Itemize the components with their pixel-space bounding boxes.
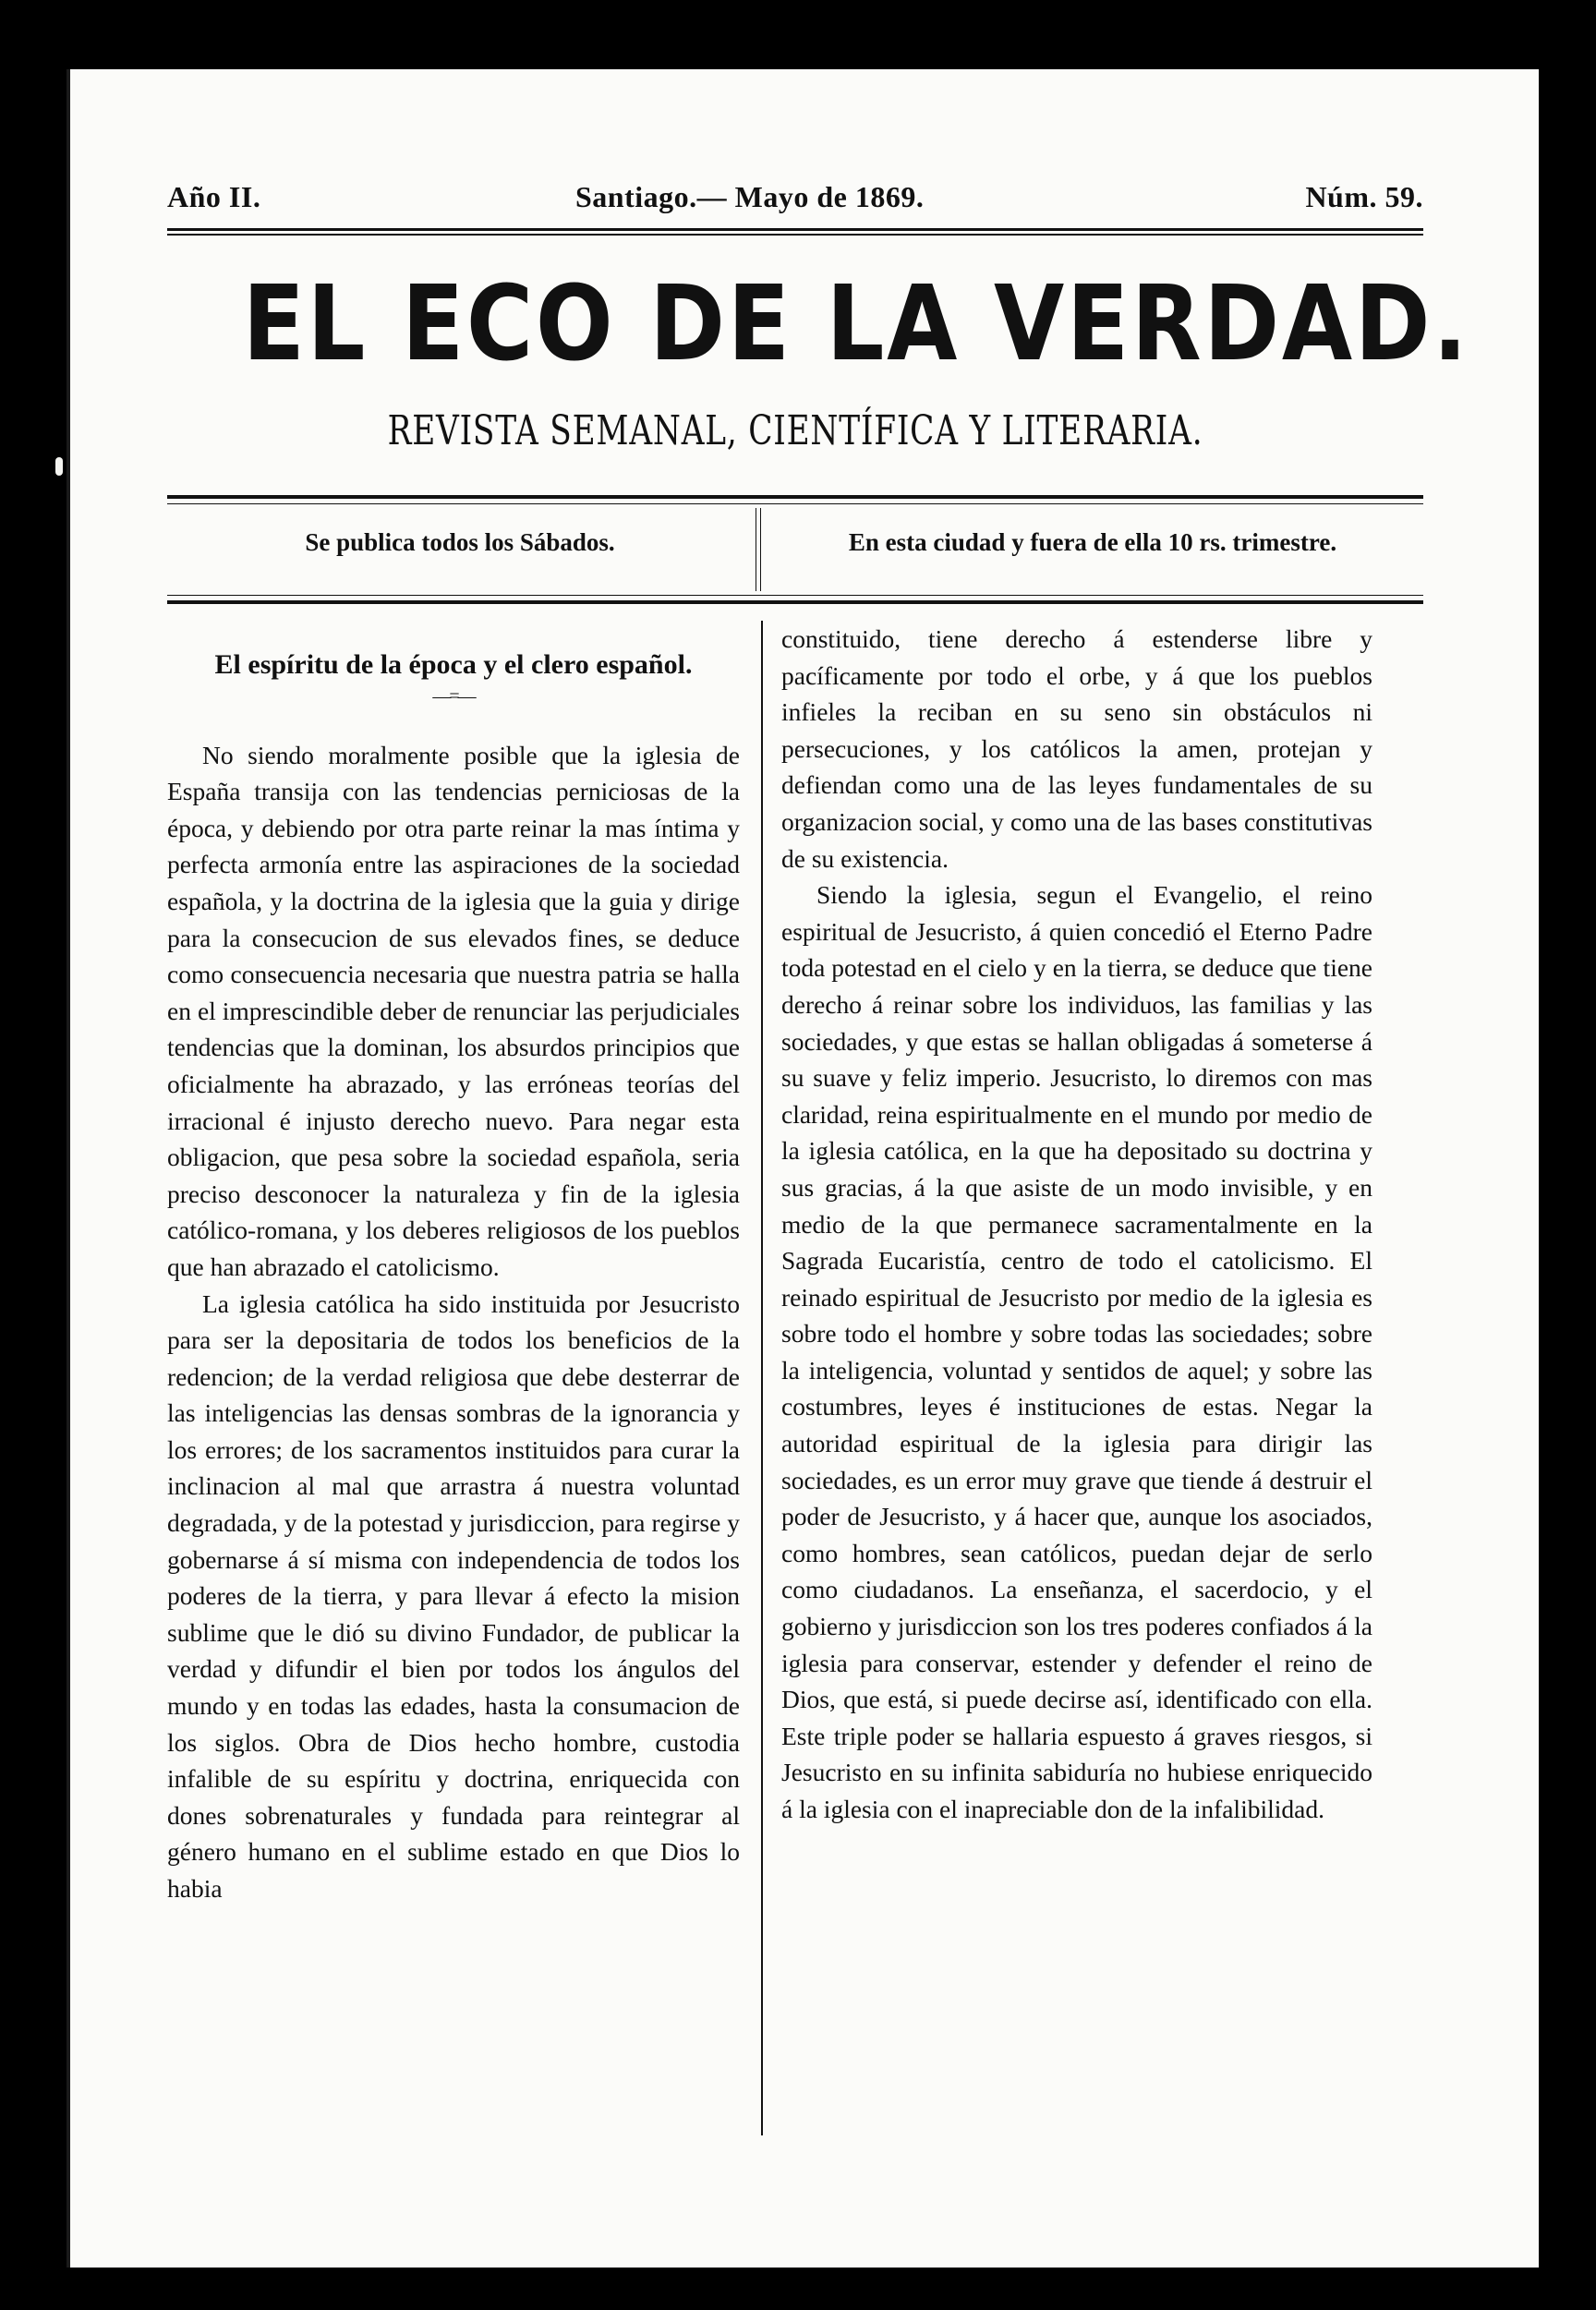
newspaper-title: EL ECO DE LA VERDAD. — [242, 264, 1470, 384]
article-columns — [167, 621, 1423, 2135]
title-ornament: —=— — [432, 685, 475, 707]
column-divider — [761, 621, 763, 2135]
issue-year: Año II. — [167, 180, 261, 213]
article-title: El espíritu de la época y el clero español. — [214, 649, 693, 680]
issue-dateline: Santiago.— Mayo de 1869. — [575, 180, 925, 213]
masthead-topline — [167, 180, 1423, 228]
paragraph: No siendo moralmente posible que la iglesia de España transija con las tendencias perniciosas de la época, y debiendo por otra parte reinar la mas íntima y perfecta armonía entre las aspiraciones de la sociedad española, y la doctrina de la iglesia que la guia y dirige para la consecucion de sus elevados fines, se deduce como consecuencia necesaria que nuestra patria se halla en el imprescindible deber de renunciar las perjudiciales tendencias que la dominan, los absurdos principios que oficialmente ha abrazado, y las erróneas teorías del irracional é injusto derecho nuevo. Para negar esta obligacion, que pesa sobre la sociedad española, seria preciso desconocer la naturaleza y fin de la iglesia católico-romana, y los deberes religiosos de los pueblos que han abrazado el catolicismo. — [167, 740, 740, 1281]
masthead-rule — [167, 228, 1423, 231]
publication-schedule: Se publica todos los Sábados. — [305, 528, 615, 556]
paragraph: La iglesia católica ha sido instituida por Jesucristo para ser la depositaria de todos los beneficios de la redencion; de la verdad religiosa que debe desterrar de las inteligencias las densas sombras de la ignorancia y los errores; de los sacramentos instituidos para curar la inclinacion al mal que arrastra á nuestra voluntad degradada, y de la potestad y jurisdiccion, para regirse y gobernarse á sí misma con independencia de todos los poderes de la tierra, y para llevar á efecto la mision sublime que le dió su divino Fundador, de publicar la verdad y difundir el bien por todos los ángulos del mundo y en todas las edades, hasta la consumacion de los siglos. Obra de Dios hecho hombre, custodia infalible de su espíritu y doctrina, enriquecida con dones sobrenaturales y fundada para reintegrar al género humano en el sublime estado en que Dios lo habia — [167, 1288, 740, 1903]
issue-number: Núm. 59. — [1305, 180, 1423, 213]
masthead-rule-thin — [167, 234, 1423, 236]
subscription-price: En esta ciudad y fuera de ella 10 rs. trimestre. — [848, 528, 1337, 556]
left-column — [167, 621, 740, 1907]
paragraph: constituido, tiene derecho á estenderse libre y pacíficamente por todo el orbe, y á que los pueblos infieles la reciban en su seno sin obstáculos ni persecuciones, y los católicos la amen, protejan y defiendan como una de las leyes fundamentales de su organizacion social, y como una de las bases constitutivas de su existencia. — [781, 624, 1372, 873]
binding-mark — [55, 457, 63, 476]
publication-info-box — [167, 495, 1423, 604]
paragraph: Siendo la iglesia, segun el Evangelio, el reino espiritual de Jesucristo, á quien concedió el Eterno Padre toda potestad en el cielo y en la tierra, se deduce que tiene derecho á reinar sobre los individuos, las familias y las sociedades, y que estas se hallan obligadas á someterse á su suave y feliz imperio. Jesucristo, lo diremos con mas claridad, reina espiritualmente en el mundo por medio de la iglesia católica, en la que ha depositado su doctrina y sus gracias, á la que asiste de un modo invisible, y en medio de la que permanece sacramentalmente en la Sagrada Eucaristía, centro de todo el catolicismo. El reinado espiritual de Jesucristo por medio de la iglesia es sobre todo el hombre y sobre todas las sociedades; sobre la inteligencia, voluntad y sentidos de aquel; y sobre las costumbres, leyes é instituciones de estas. Negar la autoridad espiritual de la iglesia para dirigir las sociedades, es un error muy grave que tiende á destruir el poder de Jesucristo, y á hacer que, aunque los asociados, como hombres, sean católicos, puedan dejar de serlo como ciudadanos. La enseñanza, el sacerdocio, y el gobierno y jurisdiccion son los tres poderes confiados á la iglesia para conservar, estender y defender el reino de Dios, que está, si puede decirse así, identificado con ella. Este triple poder se hallaria espuesto á graves riesgos, si Jesucristo en su infinita sabiduría no hubiese enriquecido á la iglesia con el inapreciable don de la infalibilidad. — [781, 880, 1372, 1823]
right-column — [781, 621, 1372, 1828]
newspaper-page — [66, 69, 1539, 2268]
page-content — [167, 180, 1470, 2135]
info-divider — [756, 508, 761, 591]
newspaper-subtitle: REVISTA SEMANAL, CIENTÍFICA Y LITERARIA. — [387, 407, 1203, 454]
